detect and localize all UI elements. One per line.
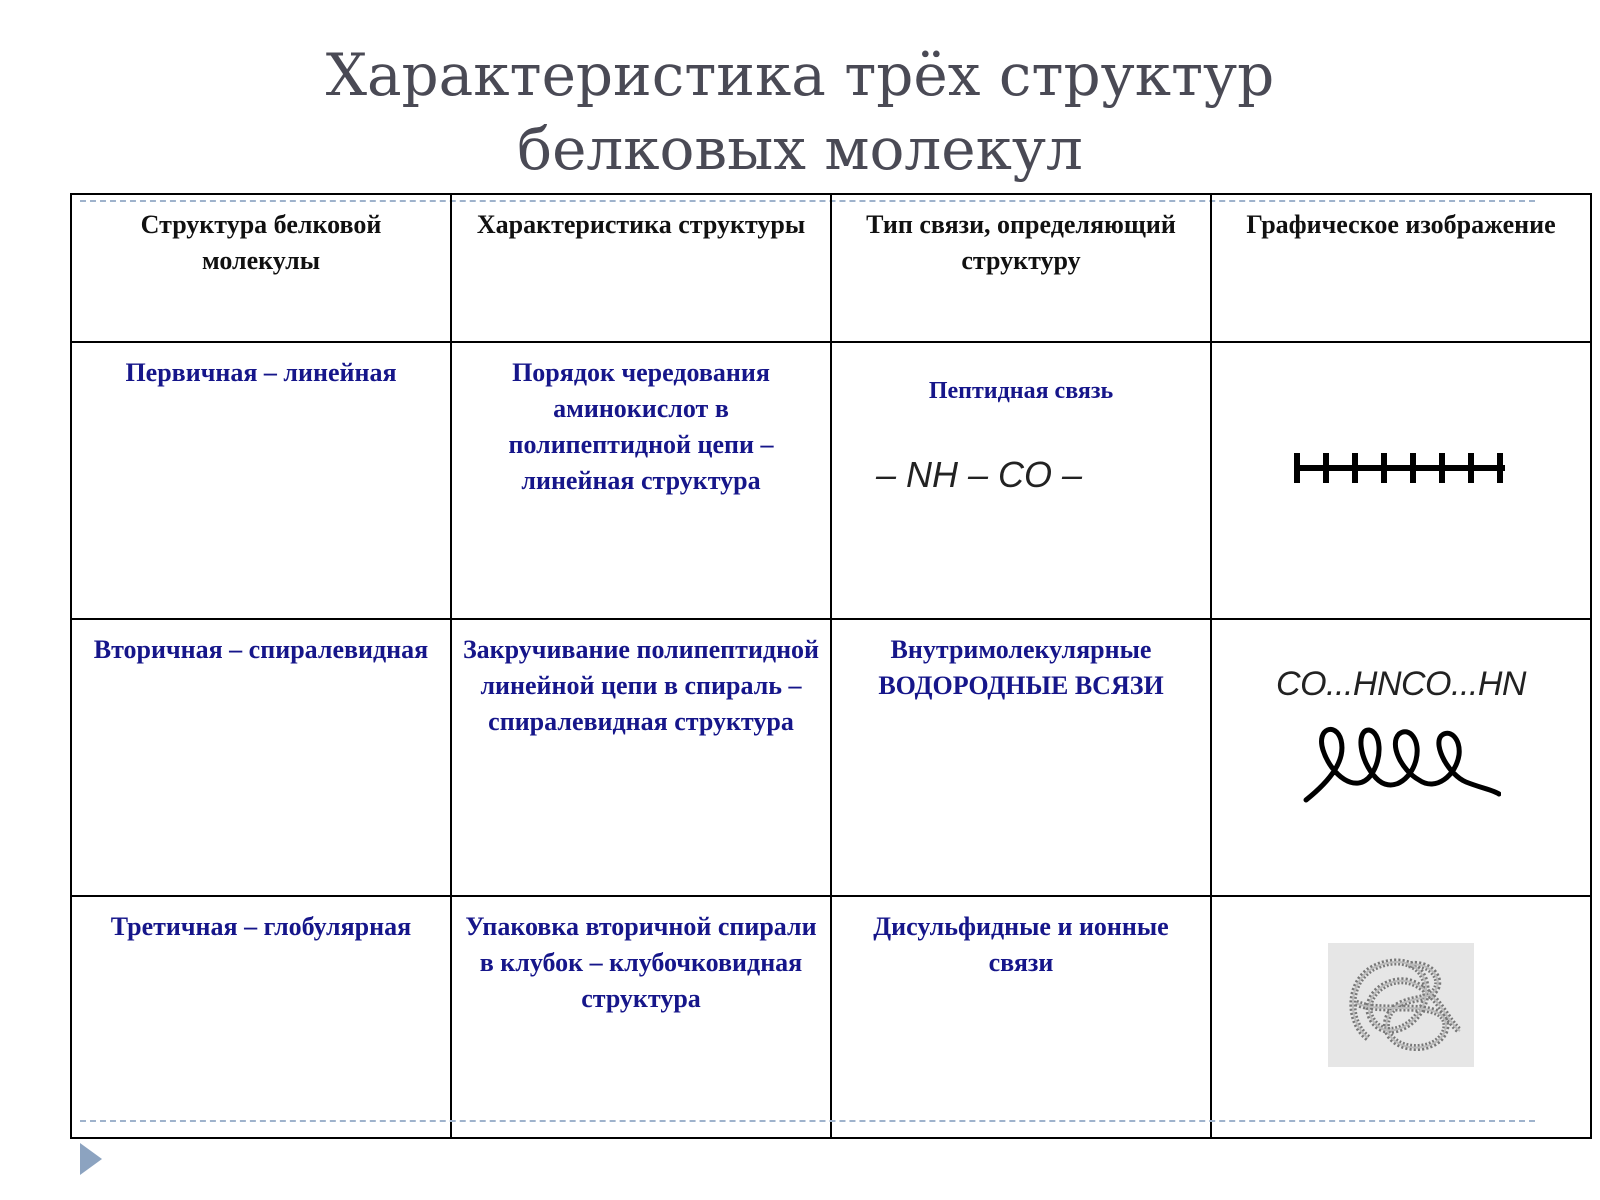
table-row — [71, 619, 1591, 896]
slide-marker-triangle-icon — [80, 1143, 102, 1175]
header-graphic: Графическое изображение — [1211, 194, 1591, 342]
hydrogen-bond-formula: CO...HNCO...HN — [1276, 665, 1526, 703]
cell-bond-tertiary: Дисульфидные и ионные связи — [831, 896, 1211, 1138]
bond-name-peptide: Пептидная связь — [928, 378, 1114, 404]
globule-icon — [1328, 943, 1474, 1067]
cell-characteristic-secondary: Закручивание полипептидной линейной цепи в спираль – спиралевидная структура — [451, 619, 831, 896]
peptide-formula: – NH – CO – — [876, 454, 1083, 495]
linear-chain-icon — [1291, 443, 1511, 493]
cell-structure-secondary: Вторичная – спиралевидная — [71, 619, 451, 896]
cell-structure-primary: Первичная – линейная — [71, 342, 451, 619]
page-title — [0, 38, 1600, 186]
table-row — [71, 896, 1591, 1138]
cell-graphic-secondary — [1211, 619, 1591, 896]
cell-bond-primary — [831, 342, 1211, 619]
title-line-2: белковых молекул — [517, 115, 1083, 183]
header-structure: Структура белковой молекулы — [71, 194, 451, 342]
header-bond-type: Тип связи, определяющий структуру — [831, 194, 1211, 342]
cell-graphic-tertiary — [1211, 896, 1591, 1138]
spiral-coil-icon — [1301, 720, 1501, 810]
cell-characteristic-primary: Порядок чередования аминокислот в полипептидной цепи – линейная структура — [451, 342, 831, 619]
cell-characteristic-tertiary: Упаковка вторичной спирали в клубок – клубочковидная структура — [451, 896, 831, 1138]
table-row — [71, 342, 1591, 619]
cell-bond-secondary: Внутримолекулярные ВОДОРОДНЫЕ ВСЯЗИ — [831, 619, 1211, 896]
header-characteristic: Характеристика структуры — [451, 194, 831, 342]
bottom-dashed-divider — [80, 1120, 1535, 1122]
title-line-1: Характеристика трёх структур — [325, 41, 1275, 109]
protein-structure-table — [70, 193, 1592, 1139]
table-header-row — [71, 194, 1591, 342]
cell-graphic-primary — [1211, 342, 1591, 619]
cell-structure-tertiary: Третичная – глобулярная — [71, 896, 451, 1138]
